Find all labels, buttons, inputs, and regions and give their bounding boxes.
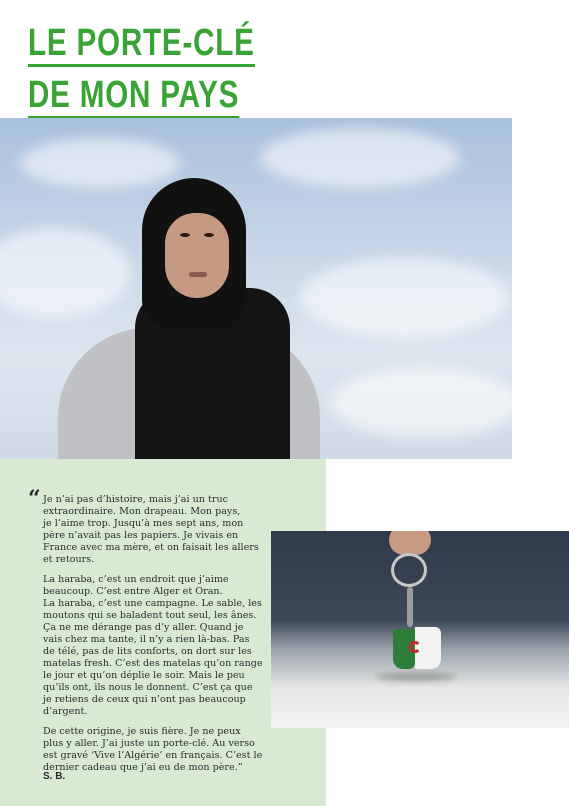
text-line: qu’ils ont, ils nous le donnent. C’est ça que — [43, 682, 253, 693]
text-line: beaucoup. C’est entre Alger et Oran. — [43, 586, 223, 597]
text-line: France avec ma mère, et on faisait les allers — [43, 542, 259, 553]
text-line: est gravé ‘Vive l’Algérie’ en français. C’est le — [43, 750, 263, 761]
face-shape — [165, 213, 229, 298]
text-line: vais chez ma tante, il n’y a rien là-bas. Pas — [43, 634, 250, 645]
finger-shape — [389, 531, 431, 555]
text-line: extraordinaire. Mon drapeau. Mon pays, — [43, 506, 241, 517]
text-line: Je n’ai pas d’histoire, mais j’ai un truc — [43, 494, 229, 505]
text-line: le jour et qu’on déplie le soir. Mais le peu — [43, 670, 245, 681]
title-line-2: DE MON PAYS — [28, 74, 239, 119]
text-line: de télé, pas de lits conforts, on dort sur les — [43, 646, 252, 657]
crescent-shape — [409, 641, 421, 653]
author-signature: S. B. — [43, 771, 66, 782]
text-line: La haraba, c’est une campagne. Le sable, les — [43, 598, 262, 609]
text-line: je l’aime trop. Jusqu’à mes sept ans, mon — [43, 518, 244, 529]
text-line: Ça ne me dérange pas d’y aller. Quand je — [43, 622, 244, 633]
text-line: moutons qui se baladent tout seul, les ânes. — [43, 610, 257, 621]
title-line-1: LE PORTE-CLÉ — [28, 22, 255, 67]
quote-mark: “ — [28, 486, 41, 512]
story-paragraph-3 — [43, 726, 315, 774]
text-line: père n’avait pas les papiers. Je vivais en — [43, 530, 239, 541]
key-ring-shape — [391, 553, 427, 587]
text-line: matelas fresh. C’est des matelas qu’on range — [43, 658, 263, 669]
text-line: dernier cadeau que j’ai eu de mon père.” — [43, 762, 243, 773]
text-line: De cette origine, je suis fière. Je ne peux — [43, 726, 241, 737]
keychain-photo — [271, 531, 569, 728]
text-line: d’argent. — [43, 706, 88, 717]
text-line: je retiens de ceux qui n’ont pas beaucoup — [43, 694, 246, 705]
hero-portrait-photo — [0, 118, 512, 459]
text-line: plus y aller. J’ai juste un porte-clé. Au verso — [43, 738, 255, 749]
text-line: La haraba, c’est un endroit que j’aime — [43, 574, 229, 585]
chain-shape — [407, 587, 413, 627]
page-title — [28, 22, 319, 126]
text-line: et retours. — [43, 554, 95, 565]
